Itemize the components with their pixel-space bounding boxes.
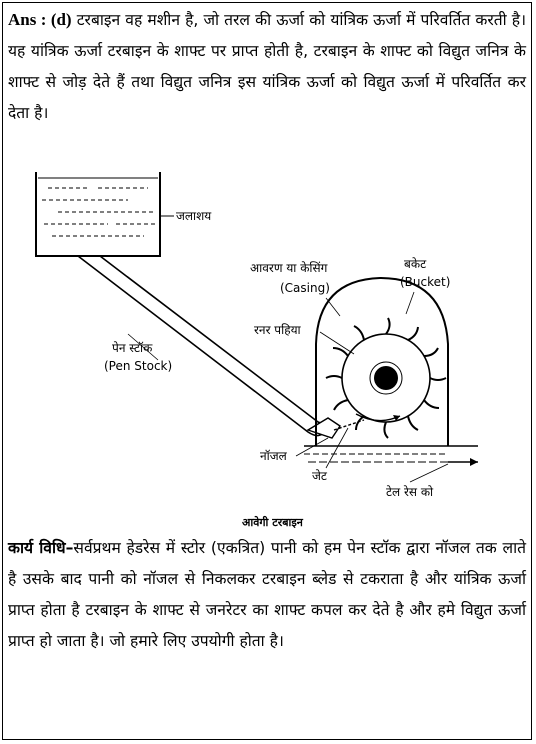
runner-label: रनर पहिया	[254, 323, 301, 337]
bucket-label-en: (Bucket)	[400, 275, 451, 289]
bucket-label-hi: बकेट	[404, 257, 427, 271]
working-text: सर्वप्रथम हेडरेस में स्टोर (एकत्रित) पानी को हम पेन स्टॉक द्वारा नॉजल तक लाते है उसके बाद पानी को नॉजल से निकलकर टरबाइन ब्लेड से टकराता है और यांत्रिक ऊर्जा प्राप्त होता है टरबाइन के शाफ्ट से जनरेटर का शाफ्ट कपल कर देते है और हमे विद्युत ऊर्जा प्राप्त हो जाता है। जो हमारे लिए उपयोगी होता है।	[8, 539, 527, 650]
working-label: कार्य विधि–	[8, 539, 74, 557]
penstock-label-hi: पेन स्टॉक	[112, 341, 153, 355]
figure-caption: आवेगी टरबाइन	[242, 516, 303, 529]
tail-race-label: टेल रेस को	[386, 485, 434, 499]
answer-text: टरबाइन वह मशीन है, जो तरल की ऊर्जा को यांत्रिक ऊर्जा में परिवर्तित करती है। यह यांत्रिक ऊर्जा टरबाइन के शाफ्ट पर प्राप्त होती है, टरबाइन के शाफ्ट को विद्युत जनित्र के शाफ्ट से जोड़ देते हैं तथा विद्युत जनित्र इस यांत्रिक ऊर्जा को विद्युत ऊर्जा में परिवर्तित कर देता है।	[8, 11, 526, 122]
casing-label-hi: आवरण या केसिंग	[250, 261, 328, 275]
impulse-turbine-diagram	[8, 164, 528, 532]
answer-label: Ans : (d)	[8, 10, 72, 29]
penstock-label-en: (Pen Stock)	[104, 359, 173, 373]
answer-paragraph	[8, 4, 526, 129]
jet-label: जेट	[312, 469, 327, 483]
reservoir-label: जलाशय	[176, 209, 212, 223]
working-paragraph	[8, 533, 526, 657]
nozzle-label: नॉजल	[260, 449, 287, 463]
casing-label-en: (Casing)	[280, 281, 330, 295]
reservoir-tank	[36, 172, 160, 256]
runner-wheel	[326, 318, 446, 438]
